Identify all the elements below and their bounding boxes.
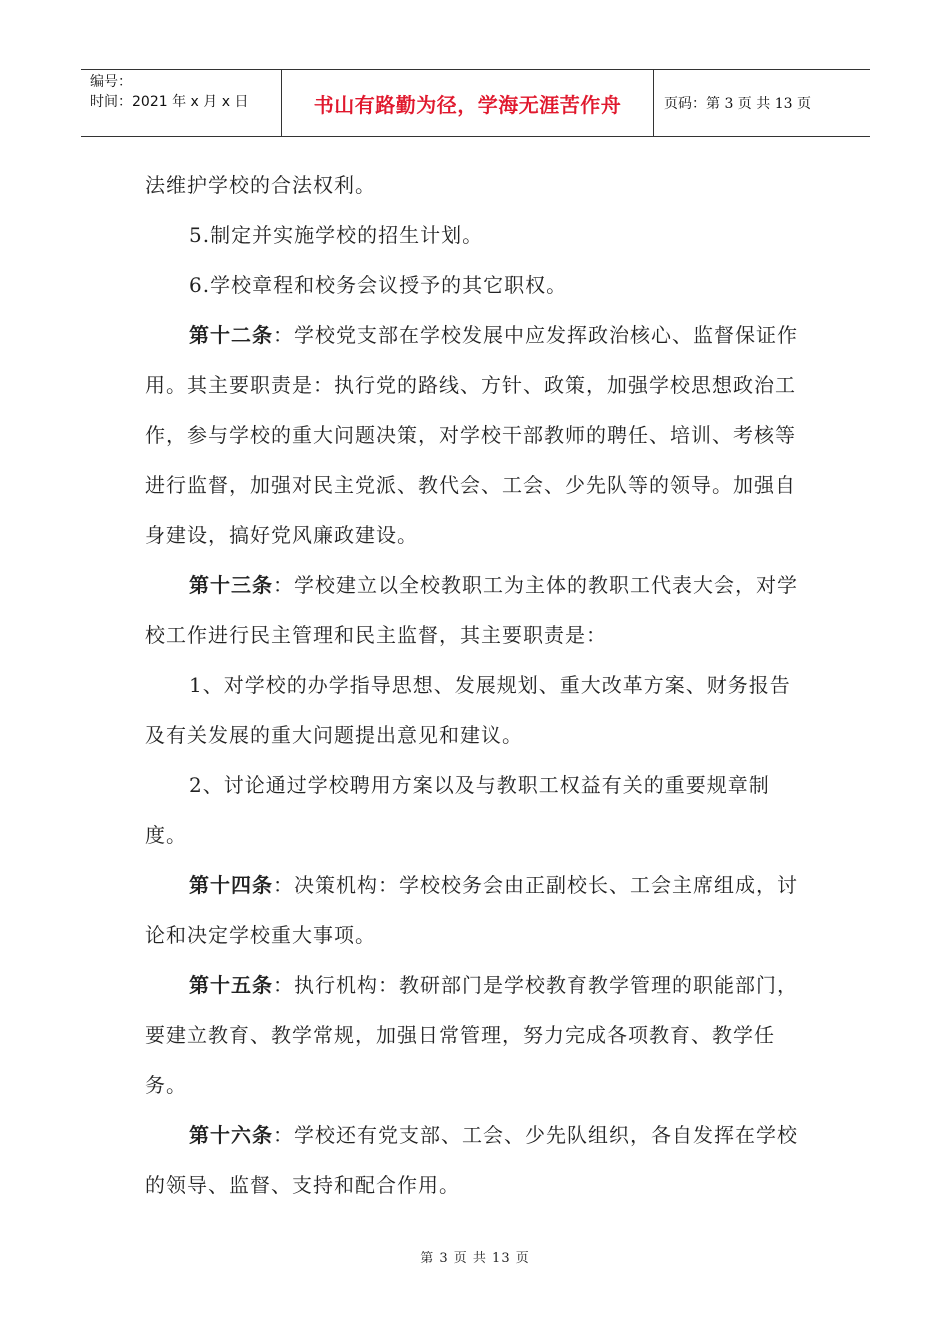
article-heading: 第十三条 bbox=[189, 573, 273, 597]
article-heading: 第十四条 bbox=[189, 873, 273, 897]
paragraph: 6.学校章程和校务会议授予的其它职权。 bbox=[189, 273, 568, 297]
header-slogan: 书山有路勤为径，学海无涯苦作舟 bbox=[313, 92, 622, 117]
article-text: ：学校建立以全校教职工为主体的教职工代表大会，对学校工作进行民主管理和民主监督，其主要职责是： bbox=[145, 573, 798, 647]
article-12 bbox=[145, 310, 810, 560]
paragraph: 5.制定并实施学校的招生计划。 bbox=[189, 223, 484, 247]
article-text: ：学校党支部在学校发展中应发挥政治核心、监督保证作用。其主要职责是：执行党的路线、方针、政策，加强学校思想政治工作，参与学校的重大问题决策，对学校干部教师的聘任、培训、考核等进行监督，加强对民主党派、教代会、工会、少先队等的领导。加强自身建设，搞好党风廉政建设。 bbox=[145, 323, 798, 547]
article-heading: 第十二条 bbox=[189, 323, 273, 347]
article-heading: 第十五条 bbox=[189, 973, 273, 997]
article-text: ：决策机构：学校校务会由正副校长、工会主席组成，讨论和决定学校重大事项。 bbox=[145, 873, 798, 947]
article-14 bbox=[145, 860, 810, 960]
document-date: 时间：2021 年 x 月 x 日 bbox=[90, 94, 249, 110]
document-body bbox=[145, 160, 810, 1210]
header-meta bbox=[81, 70, 281, 136]
article-16 bbox=[145, 1110, 810, 1210]
page-header bbox=[81, 69, 870, 137]
paragraph: 1、对学校的办学指导思想、发展规划、重大改革方案、财务报告及有关发展的重大问题提出意见和建议。 bbox=[145, 673, 791, 747]
article-heading: 第十六条 bbox=[189, 1123, 273, 1147]
header-slogan-cell bbox=[281, 70, 654, 136]
paragraph: 2、讨论通过学校聘用方案以及与教职工权益有关的重要规章制度。 bbox=[145, 773, 770, 847]
article-15 bbox=[145, 960, 810, 1110]
page-footer: 第 3 页 共 13 页 bbox=[420, 1251, 530, 1266]
document-number-label: 编号： bbox=[90, 74, 132, 90]
article-text: ：学校还有党支部、工会、少先队组织，各自发挥在学校的领导、监督、支持和配合作用。 bbox=[145, 1123, 798, 1197]
paragraph: 法维护学校的合法权利。 bbox=[145, 173, 376, 197]
article-text: ：执行机构：教研部门是学校教育教学管理的职能部门，要建立教育、教学常规，加强日常管理，努力完成各项教育、教学任务。 bbox=[145, 973, 798, 1097]
header-page-info: 页码：第 3 页 共 13 页 bbox=[664, 96, 811, 112]
header-page-info-cell bbox=[654, 70, 870, 136]
article-13 bbox=[145, 560, 810, 660]
